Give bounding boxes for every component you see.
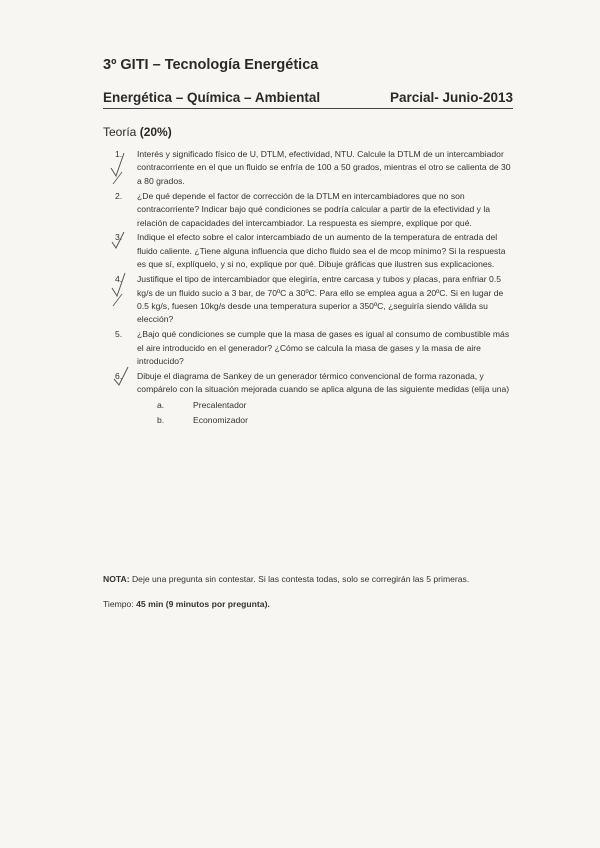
question-4 xyxy=(115,273,515,327)
question-number: 2. xyxy=(115,190,123,201)
section-label: Teoría xyxy=(103,125,137,139)
option-letter: a. xyxy=(157,399,165,410)
exam-date: Parcial- Junio-2013 xyxy=(389,90,513,105)
exam-time xyxy=(103,599,270,609)
question-text: ¿Bajo qué condiciones se cumple que la masa de gases es igual al consumo de combustible más el aire introducido en el generador? ¿Cómo se calcula la masa de gases y la masa de aire introducido? xyxy=(137,329,510,367)
exam-note xyxy=(103,574,523,584)
question-6 xyxy=(115,370,515,428)
note-text: Deje una pregunta sin contestar. Si las contesta todas, solo se corregirán las 5 primeras. xyxy=(131,574,470,584)
subtitle-row xyxy=(103,90,513,109)
option-label: Economizador xyxy=(193,415,248,426)
question-5 xyxy=(115,328,515,368)
question-number: 1. xyxy=(115,149,123,159)
time-text: 45 min (9 minutos por pregunta). xyxy=(136,599,270,609)
question-number: 5. xyxy=(115,329,123,340)
question-1 xyxy=(115,148,515,188)
question-number: 4. xyxy=(115,274,123,285)
time-label: Tiempo: xyxy=(103,599,134,609)
question-2 xyxy=(115,190,515,230)
question-3 xyxy=(115,231,515,271)
check-mark-icon xyxy=(112,365,132,395)
option-a xyxy=(157,399,515,412)
subject-subtitle: Energética – Química – Ambiental xyxy=(103,90,321,105)
question-text: ¿De qué depende el factor de corrección de la DTLM en intercambiadores que no son contracorriente? Indicar bajo qué condiciones se podría calcular a partir de la efectividad y la relación de capacidades del intercambiador. La respuesta es siempre, explique por qué. xyxy=(137,190,491,228)
option-b xyxy=(157,414,515,427)
section-heading xyxy=(103,125,172,139)
note-label: NOTA: xyxy=(103,574,130,584)
question-number: 3. xyxy=(115,232,123,243)
question-text: Interés y significado físico de U, DTLM, efectividad, NTU. Calcule la DTLM de un intercambiador contracorriente en el que un fluido se enfría de 100 a 50 grados, mientras el otro se calienta de 30 a 80 grados. xyxy=(137,149,511,186)
question-text: Dibuje el diagrama de Sankey de un generador térmico convencional de forma razonada, y compárelo con la situación mejorada cuando se aplica alguna de las siguiente medidas (elija una) xyxy=(137,371,510,395)
check-mark-icon xyxy=(108,150,128,190)
course-title: 3º GITI – Tecnología Energética xyxy=(103,57,319,73)
check-mark-icon xyxy=(110,230,128,258)
question-number: 6. xyxy=(115,371,123,381)
check-mark-icon xyxy=(109,270,129,310)
section-weight: (20%) xyxy=(139,125,172,139)
question-text: Justifique el tipo de intercambiador que elegiría, entre carcasa y tubos y placas, para enfriar 0.5 kg/s de un fluido sucio a 3 bar, de 70ºC a 30ºC. Para ello se emplea agua a 20ºC. Si en lugar de 0.5 kg/s, fuesen 10kg/s desde una temperatura superior a 350ºC, ¿seguiría siendo válida su elección? xyxy=(137,274,504,325)
option-label: Precalentador xyxy=(193,399,247,410)
option-list xyxy=(157,399,515,428)
question-text: Indique el efecto sobre el calor intercambiado de un aumento de la temperatura de entrada del fluido caliente. ¿Tiene alguna influencia que dicho fluido sea el de mcop mínimo? Si la respuesta es que sí, explíquelo, y si no, explique por qué. Dibuje gráficas que ilustren sus explicaciones. xyxy=(137,232,506,270)
question-list xyxy=(115,148,515,430)
option-letter: b. xyxy=(157,415,165,426)
